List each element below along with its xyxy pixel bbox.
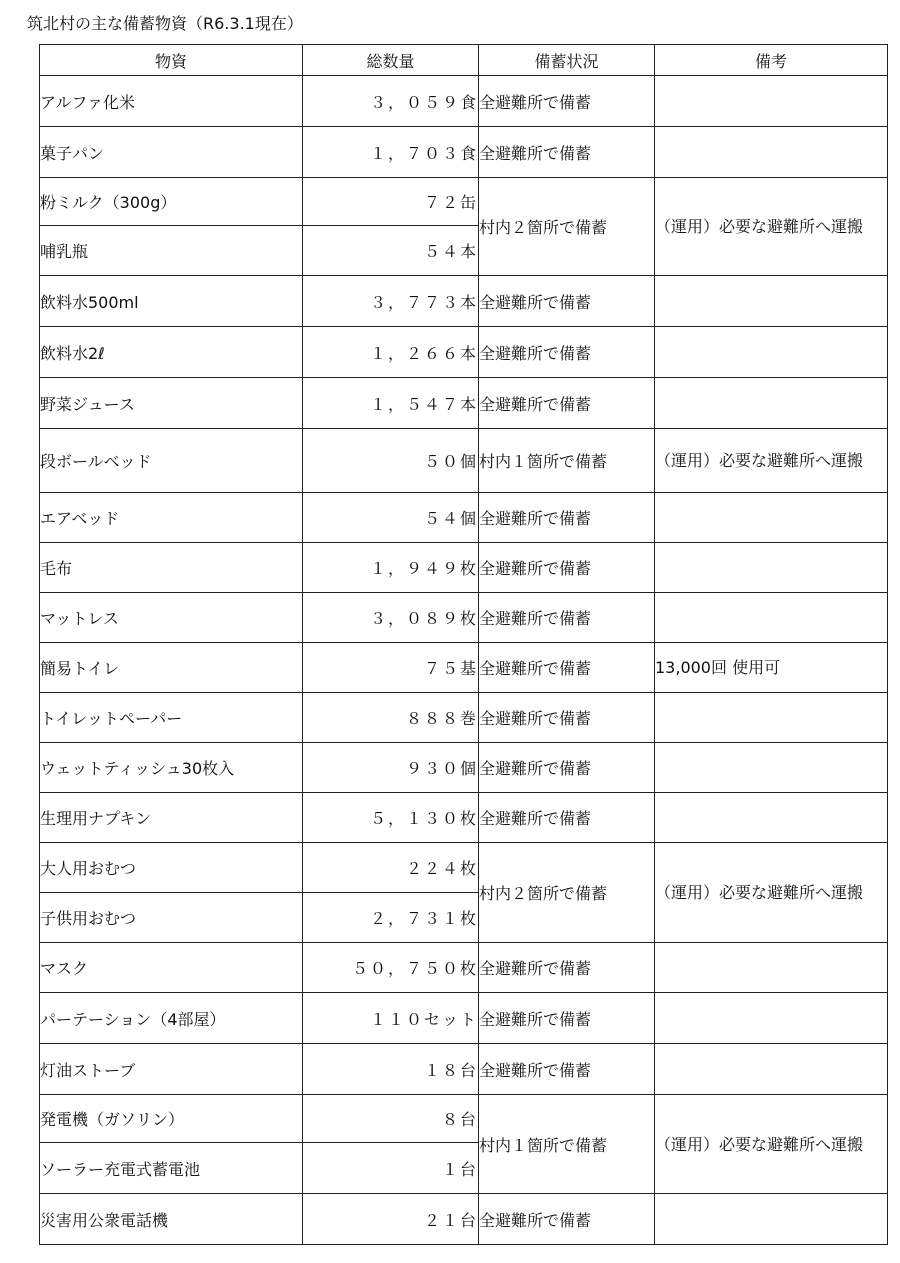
item-note (655, 693, 888, 743)
item-quantity: １，５４７本 (303, 378, 479, 429)
item-status: 村内１箇所で備蓄 (479, 1095, 655, 1194)
item-quantity: １台 (303, 1143, 479, 1194)
item-status: 全避難所で備蓄 (479, 127, 655, 178)
item-quantity: ９３０個 (303, 743, 479, 793)
table-header-row (40, 45, 888, 76)
item-name: エアベッド (40, 493, 303, 543)
item-quantity: ３，７７３本 (303, 276, 479, 327)
item-quantity: ３，０５９食 (303, 76, 479, 127)
item-quantity: ５４個 (303, 493, 479, 543)
item-quantity: １，７０３食 (303, 127, 479, 178)
item-quantity: ２，７３１枚 (303, 893, 479, 943)
item-name: 野菜ジュース (40, 378, 303, 429)
table-row (40, 593, 888, 643)
item-quantity: ５４本 (303, 226, 479, 276)
item-quantity: ２１台 (303, 1194, 479, 1245)
item-quantity: ２２４枚 (303, 843, 479, 893)
item-status: 村内２箇所で備蓄 (479, 178, 655, 276)
item-quantity: １，９４９枚 (303, 543, 479, 593)
item-status: 全避難所で備蓄 (479, 378, 655, 429)
item-name: パーテーション（4部屋） (40, 993, 303, 1044)
item-name: 毛布 (40, 543, 303, 593)
table-row (40, 327, 888, 378)
item-note (655, 543, 888, 593)
item-quantity: １１０セット (303, 993, 479, 1044)
item-note (655, 276, 888, 327)
item-note (655, 793, 888, 843)
item-note (655, 943, 888, 993)
item-quantity: ８台 (303, 1095, 479, 1143)
item-status: 村内１箇所で備蓄 (479, 429, 655, 493)
document-title: 筑北村の主な備蓄物資（R6.3.1現在） (27, 14, 303, 33)
item-status: 全避難所で備蓄 (479, 643, 655, 693)
item-note (655, 327, 888, 378)
item-note: （運用）必要な避難所へ運搬 (655, 843, 888, 943)
table-row (40, 178, 888, 226)
item-name: 子供用おむつ (40, 893, 303, 943)
table-row (40, 378, 888, 429)
table-row (40, 693, 888, 743)
item-note (655, 993, 888, 1044)
item-status: 全避難所で備蓄 (479, 943, 655, 993)
item-name: 飲料水2ℓ (40, 327, 303, 378)
item-note: （運用）必要な避難所へ運搬 (655, 1095, 888, 1194)
item-name: トイレットペーパー (40, 693, 303, 743)
item-name: 災害用公衆電話機 (40, 1194, 303, 1245)
item-name: 飲料水500ml (40, 276, 303, 327)
item-name: 生理用ナプキン (40, 793, 303, 843)
item-quantity: ５０個 (303, 429, 479, 493)
item-note (655, 493, 888, 543)
item-note (655, 1044, 888, 1095)
item-status: 全避難所で備蓄 (479, 327, 655, 378)
item-note (655, 743, 888, 793)
item-quantity: ３，０８９枚 (303, 593, 479, 643)
item-name: 菓子パン (40, 127, 303, 178)
table-row (40, 1194, 888, 1245)
item-status: 全避難所で備蓄 (479, 1194, 655, 1245)
item-note: （運用）必要な避難所へ運搬 (655, 429, 888, 493)
item-name: 粉ミルク（300g） (40, 178, 303, 226)
item-status: 全避難所で備蓄 (479, 493, 655, 543)
stockpile-table (39, 44, 888, 1245)
item-status: 全避難所で備蓄 (479, 276, 655, 327)
item-quantity: ５，１３０枚 (303, 793, 479, 843)
header-item: 物資 (40, 45, 303, 76)
item-name: 大人用おむつ (40, 843, 303, 893)
item-note (655, 1194, 888, 1245)
item-name: ウェットティッシュ30枚入 (40, 743, 303, 793)
item-name: アルファ化米 (40, 76, 303, 127)
table-row (40, 76, 888, 127)
item-quantity: ７５基 (303, 643, 479, 693)
item-status: 全避難所で備蓄 (479, 693, 655, 743)
item-name: 哺乳瓶 (40, 226, 303, 276)
table-row (40, 493, 888, 543)
item-status: 全避難所で備蓄 (479, 1044, 655, 1095)
item-note (655, 127, 888, 178)
table-row (40, 743, 888, 793)
item-name: マットレス (40, 593, 303, 643)
item-name: マスク (40, 943, 303, 993)
item-status: 村内２箇所で備蓄 (479, 843, 655, 943)
table-row (40, 993, 888, 1044)
table-row (40, 276, 888, 327)
item-note (655, 378, 888, 429)
item-quantity: １，２６６本 (303, 327, 479, 378)
item-name: ソーラー充電式蓄電池 (40, 1143, 303, 1194)
table-row (40, 1095, 888, 1143)
item-status: 全避難所で備蓄 (479, 543, 655, 593)
item-note: 13,000回 使用可 (655, 643, 888, 693)
item-status: 全避難所で備蓄 (479, 993, 655, 1044)
item-quantity: ７２缶 (303, 178, 479, 226)
table-row (40, 643, 888, 693)
item-status: 全避難所で備蓄 (479, 76, 655, 127)
table-row (40, 543, 888, 593)
item-quantity: ８８８巻 (303, 693, 479, 743)
item-note: （運用）必要な避難所へ運搬 (655, 178, 888, 276)
item-status: 全避難所で備蓄 (479, 743, 655, 793)
item-note (655, 593, 888, 643)
item-quantity: ５０，７５０枚 (303, 943, 479, 993)
item-name: 灯油ストーブ (40, 1044, 303, 1095)
table-row (40, 943, 888, 993)
table-row (40, 127, 888, 178)
item-name: 段ボールベッド (40, 429, 303, 493)
item-status: 全避難所で備蓄 (479, 793, 655, 843)
item-name: 発電機（ガソリン） (40, 1095, 303, 1143)
header-quantity: 総数量 (303, 45, 479, 76)
table-row (40, 429, 888, 493)
item-note (655, 76, 888, 127)
item-name: 簡易トイレ (40, 643, 303, 693)
item-status: 全避難所で備蓄 (479, 593, 655, 643)
header-note: 備考 (655, 45, 888, 76)
table-row (40, 793, 888, 843)
header-status: 備蓄状況 (479, 45, 655, 76)
item-quantity: １８台 (303, 1044, 479, 1095)
table-row (40, 1044, 888, 1095)
table-row (40, 843, 888, 893)
